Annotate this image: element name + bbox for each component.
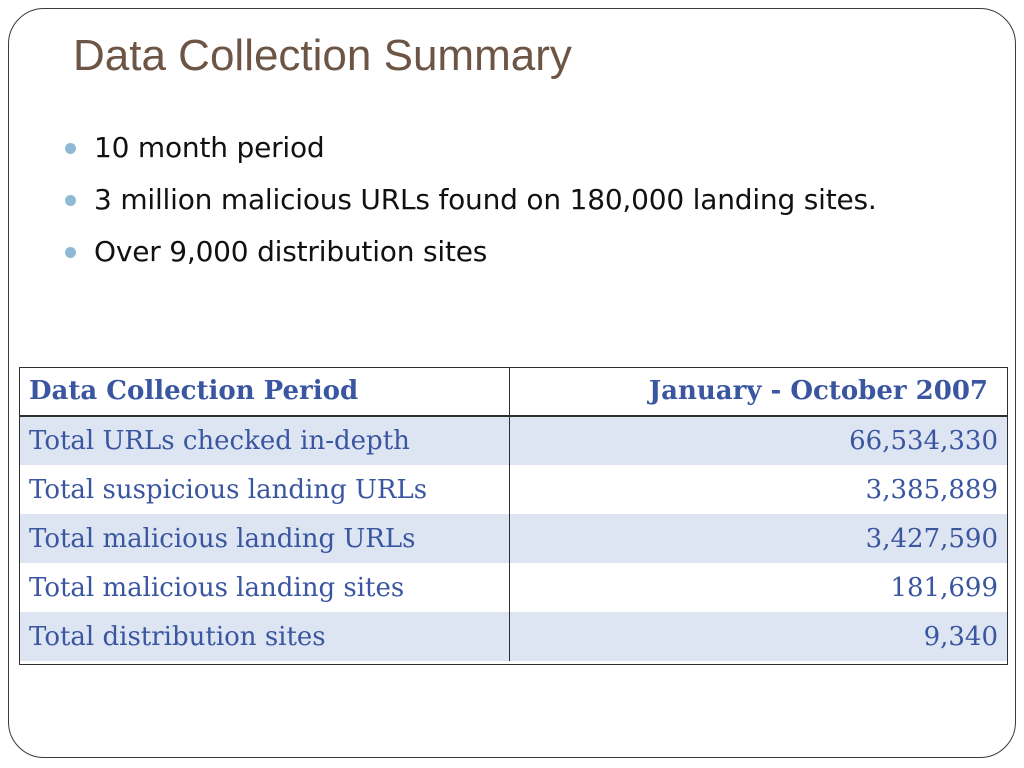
bullet-text: 10 month period	[94, 131, 325, 164]
table-row	[19, 416, 1008, 465]
bullet-item	[59, 231, 939, 273]
row-label: Total URLs checked in-depth	[19, 416, 509, 465]
table-header-period: Data Collection Period	[19, 367, 509, 416]
row-label: Total malicious landing sites	[19, 563, 509, 612]
row-value: 3,427,590	[509, 514, 1008, 563]
slide-title: Data Collection Summary	[73, 31, 572, 80]
table-header-date-range: January - October 2007	[509, 367, 1008, 416]
row-label: Total distribution sites	[19, 612, 509, 661]
bullet-item	[59, 179, 939, 221]
row-value: 3,385,889	[509, 465, 1008, 514]
row-value: 9,340	[509, 612, 1008, 661]
bullet-item	[59, 127, 939, 169]
data-collection-table	[19, 367, 1008, 661]
bullet-dot-icon	[65, 247, 76, 258]
bullet-list	[59, 127, 939, 283]
bullet-dot-icon	[65, 143, 76, 154]
table-row	[19, 465, 1008, 514]
row-label: Total malicious landing URLs	[19, 514, 509, 563]
bullet-text: Over 9,000 distribution sites	[94, 235, 488, 268]
table-header-row	[19, 367, 1008, 416]
table-row	[19, 514, 1008, 563]
row-label: Total suspicious landing URLs	[19, 465, 509, 514]
row-value: 66,534,330	[509, 416, 1008, 465]
bullet-text: 3 million malicious URLs found on 180,000 landing sites.	[94, 183, 877, 216]
table-row	[19, 563, 1008, 612]
bullet-dot-icon	[65, 195, 76, 206]
row-value: 181,699	[509, 563, 1008, 612]
table-row	[19, 612, 1008, 661]
